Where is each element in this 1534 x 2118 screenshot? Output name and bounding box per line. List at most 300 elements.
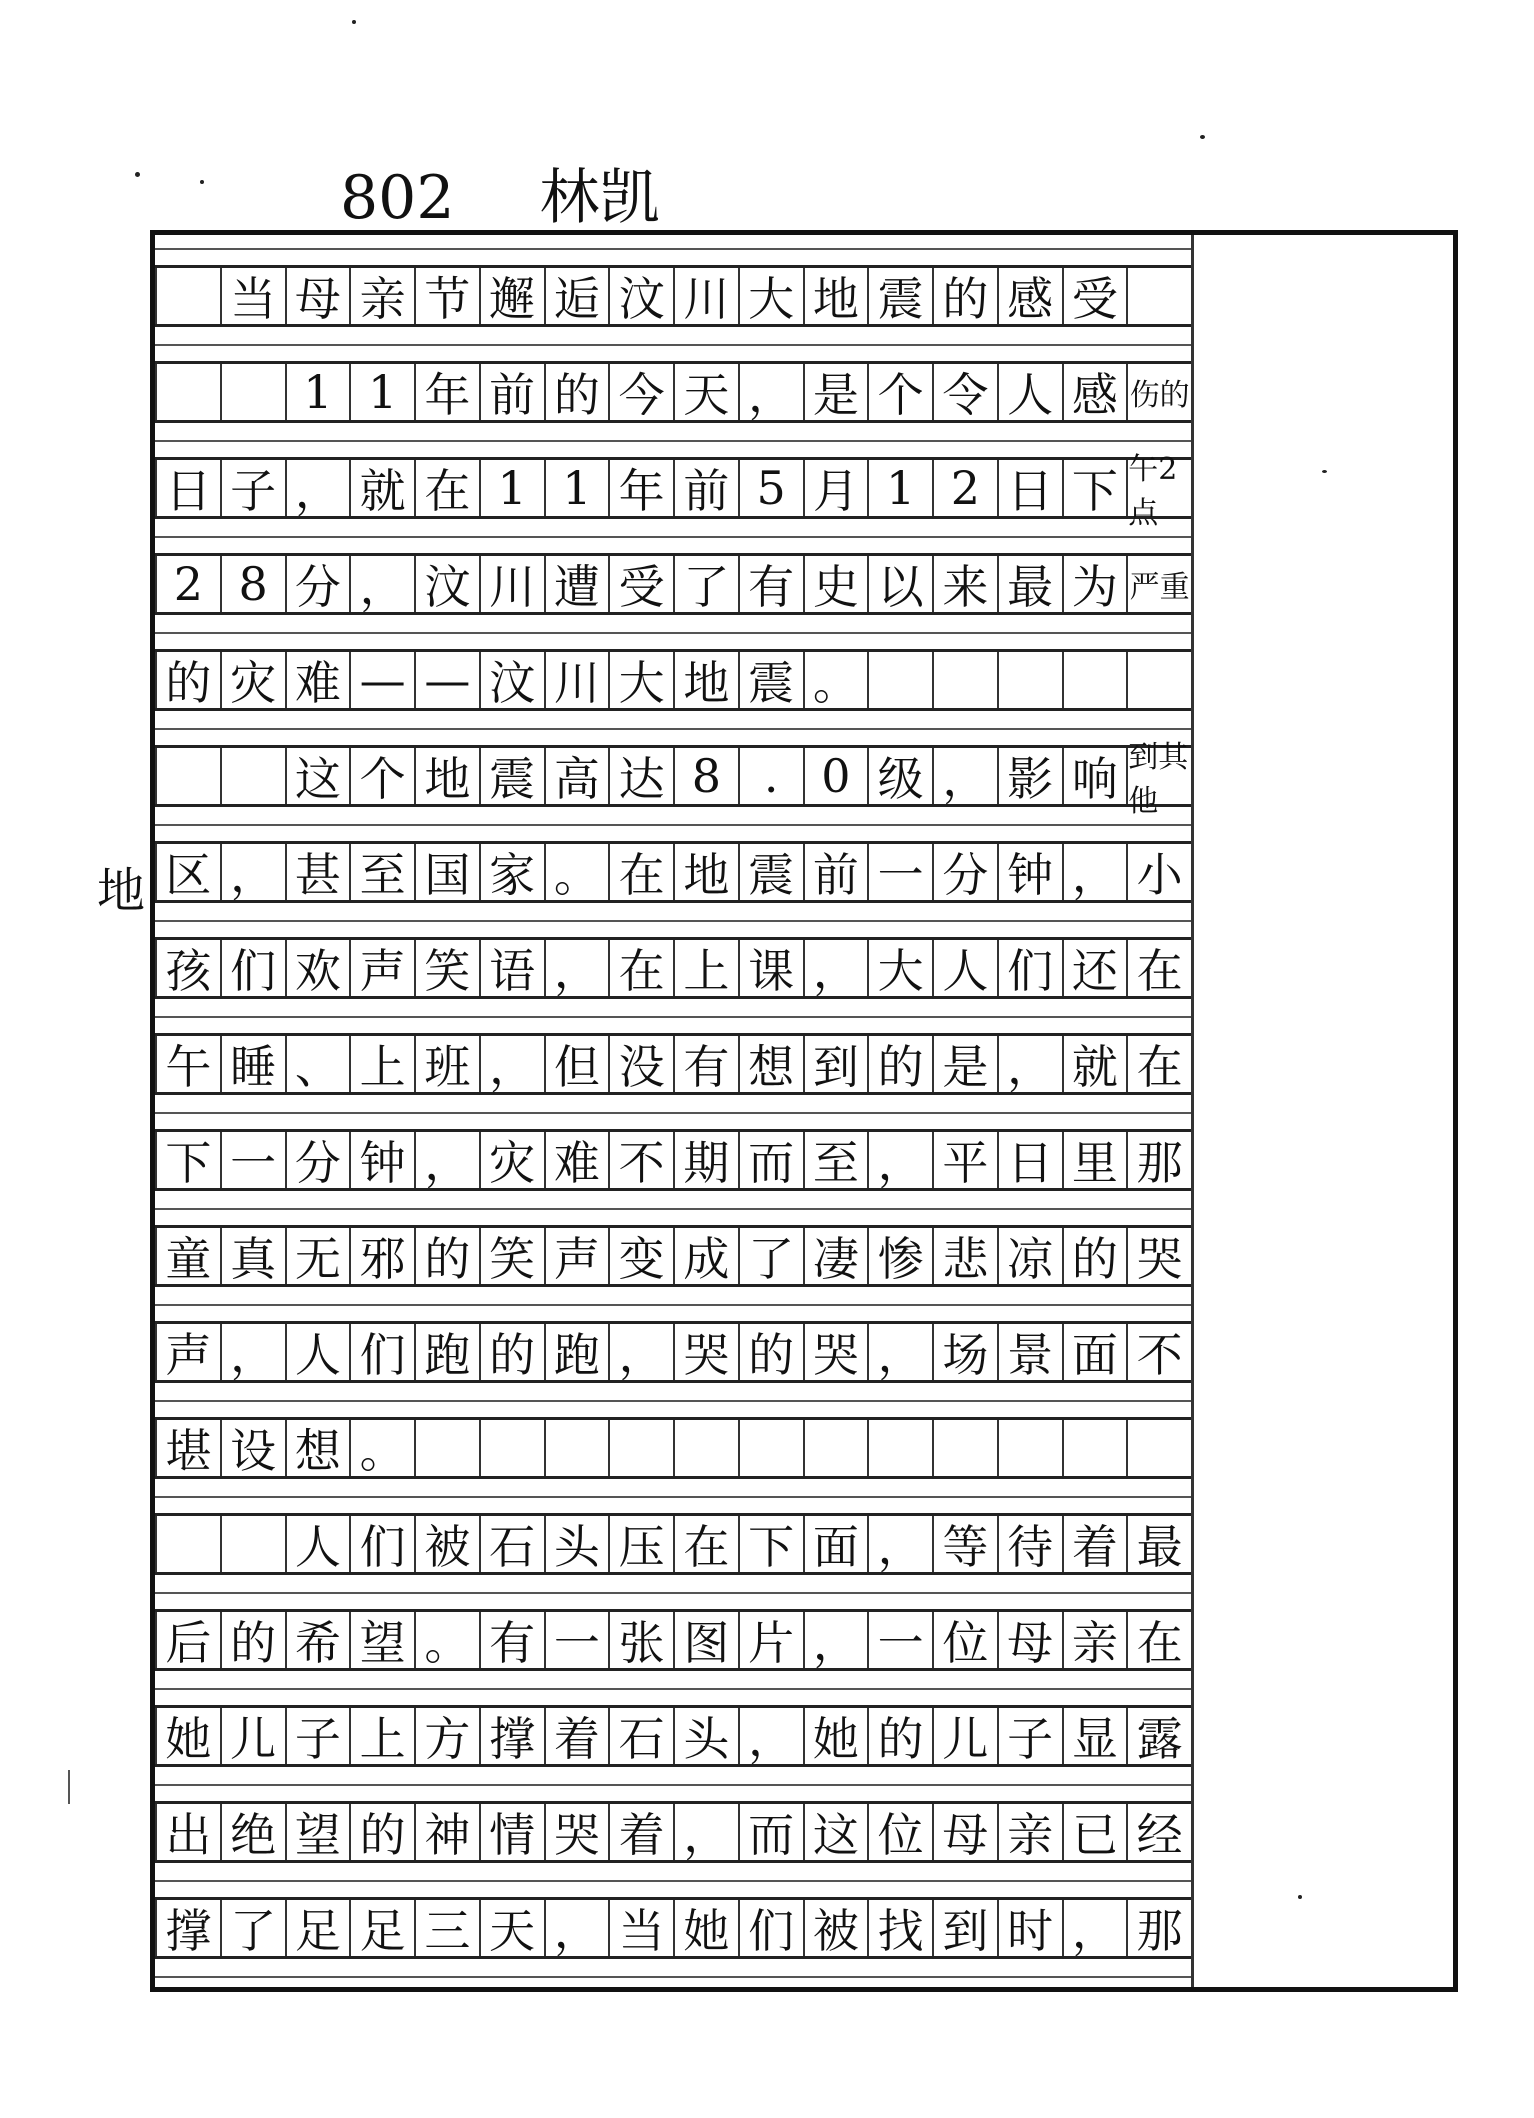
grid-cell: 没 <box>608 1036 673 1092</box>
grid-cell: 班 <box>414 1036 479 1092</box>
grid-cell: 最 <box>997 556 1062 612</box>
grid-cell: 的 <box>932 268 997 324</box>
grid-cell: 一 <box>220 1132 285 1188</box>
row-separator <box>155 536 1191 538</box>
grid-cell: 感 <box>1062 364 1127 420</box>
grid-cell: 的 <box>1062 1228 1127 1284</box>
grid-cell: 天 <box>673 364 738 420</box>
grid-cell: 年 <box>608 460 673 516</box>
grid-cell: 了 <box>673 556 738 612</box>
grid-cell <box>867 652 932 708</box>
grid-cell: 跑 <box>414 1324 479 1380</box>
essay-line <box>155 1897 1191 1959</box>
grid-cell: 甚 <box>285 844 350 900</box>
grid-cell: 童 <box>155 1228 220 1284</box>
grid-cell: 变 <box>608 1228 673 1284</box>
class-number: 802 <box>340 163 455 233</box>
grid-cell: 子 <box>220 460 285 516</box>
grid-cell: ， <box>673 1804 738 1860</box>
grid-cell: 5 <box>738 460 803 516</box>
grid-cell: 逅 <box>544 268 609 324</box>
grid-cell <box>1126 268 1191 324</box>
grid-cell: 最 <box>1126 1516 1191 1572</box>
grid-cell: 震 <box>479 748 544 804</box>
grid-cell: 跑 <box>544 1324 609 1380</box>
grid-cell: 汶 <box>414 556 479 612</box>
row-separator <box>155 1016 1191 1018</box>
grid-cell: 的 <box>349 1804 414 1860</box>
grid-cell: 着 <box>1062 1516 1127 1572</box>
grid-cell: 亲 <box>997 1804 1062 1860</box>
grid-cell: 8 <box>673 748 738 804</box>
grid-cell: 下 <box>738 1516 803 1572</box>
grid-cell: 响 <box>1062 748 1127 804</box>
grid-cell: 分 <box>932 844 997 900</box>
row-separator <box>155 1592 1191 1594</box>
grid-cell: 1 <box>349 364 414 420</box>
essay-line <box>155 1321 1191 1383</box>
grid-cell <box>155 748 220 804</box>
grid-cell: 令 <box>932 364 997 420</box>
grid-cell: 待 <box>997 1516 1062 1572</box>
row-separator <box>155 920 1191 922</box>
essay-line <box>155 1513 1191 1575</box>
grid-cell: 哭 <box>673 1324 738 1380</box>
grid-cell: 2 <box>932 460 997 516</box>
grid-cell: ， <box>414 1132 479 1188</box>
grid-cell: 邪 <box>349 1228 414 1284</box>
grid-cell: 有 <box>738 556 803 612</box>
essay-line <box>155 1801 1191 1863</box>
grid-cell: 1 <box>479 460 544 516</box>
grid-cell: 的 <box>544 364 609 420</box>
grid-cell <box>608 1420 673 1476</box>
grid-cell: 笑 <box>479 1228 544 1284</box>
grid-cell: 大 <box>608 652 673 708</box>
grid-cell <box>738 1420 803 1476</box>
grid-cell: 而 <box>738 1804 803 1860</box>
row-separator <box>155 1112 1191 1114</box>
essay-line <box>155 740 1191 819</box>
grid-cell: 钟 <box>997 844 1062 900</box>
grid-cell <box>997 1420 1062 1476</box>
grid-cell: 上 <box>673 940 738 996</box>
grid-cell: ， <box>867 1132 932 1188</box>
grid-cell <box>155 1516 220 1572</box>
grid-cell: 等 <box>932 1516 997 1572</box>
grid-cell: 里 <box>1062 1132 1127 1188</box>
scan-speck <box>1200 135 1205 139</box>
grid-cell: 的 <box>867 1036 932 1092</box>
essay-line <box>155 361 1191 423</box>
grid-cell: 们 <box>349 1516 414 1572</box>
grid-cell: 们 <box>738 1900 803 1956</box>
grid-cell <box>932 652 997 708</box>
grid-cell: 日 <box>997 460 1062 516</box>
grid-cell: 位 <box>867 1804 932 1860</box>
row-separator <box>155 1976 1191 1978</box>
grid-cell: 在 <box>1126 940 1191 996</box>
grid-cell: 分 <box>285 1132 350 1188</box>
grid-cell: 震 <box>738 652 803 708</box>
grid-cell: 为 <box>1062 556 1127 612</box>
grid-cell: 大 <box>867 940 932 996</box>
row-separator <box>155 248 1191 250</box>
row-separator <box>155 1208 1191 1210</box>
grid-cell: 当 <box>220 268 285 324</box>
grid-cell: 川 <box>479 556 544 612</box>
grid-cell: 人 <box>285 1324 350 1380</box>
grid-cell: 。 <box>803 652 868 708</box>
grid-cell: 地 <box>414 748 479 804</box>
grid-cell: 露 <box>1126 1708 1191 1764</box>
grid-cell: 哭 <box>544 1804 609 1860</box>
grid-cell: ， <box>867 1516 932 1572</box>
grid-cell: 。 <box>544 844 609 900</box>
essay-line <box>155 1033 1191 1095</box>
grid-cell: 绝 <box>220 1804 285 1860</box>
grid-cell: 母 <box>997 1612 1062 1668</box>
grid-cell: 。 <box>349 1420 414 1476</box>
grid-cell: 达 <box>608 748 673 804</box>
grid-cell: 声 <box>349 940 414 996</box>
grid-cell: 个 <box>349 748 414 804</box>
grid-cell: 图 <box>673 1612 738 1668</box>
grid-cell: 严重 <box>1126 556 1191 612</box>
grid-cell: 的 <box>738 1324 803 1380</box>
grid-cell <box>997 652 1062 708</box>
grid-cell: 国 <box>414 844 479 900</box>
grid-cell: 着 <box>544 1708 609 1764</box>
grid-cell: 前 <box>479 364 544 420</box>
grid-cell: 就 <box>1062 1036 1127 1092</box>
grid-cell: 面 <box>1062 1324 1127 1380</box>
grid-cell: 个 <box>867 364 932 420</box>
grid-cell: 日 <box>155 460 220 516</box>
row-separator <box>155 1784 1191 1786</box>
grid-cell: 真 <box>220 1228 285 1284</box>
row-separator <box>155 728 1191 730</box>
grid-cell: ， <box>544 940 609 996</box>
grid-cell: 足 <box>285 1900 350 1956</box>
grid-cell: 在 <box>1126 1036 1191 1092</box>
grid-cell: 的 <box>414 1228 479 1284</box>
grid-cell: 前 <box>673 460 738 516</box>
grid-cell: 一 <box>867 1612 932 1668</box>
grid-cell: 钟 <box>349 1132 414 1188</box>
grid-cell: 母 <box>932 1804 997 1860</box>
grid-cell: 在 <box>1126 1612 1191 1668</box>
grid-cell: ， <box>738 1708 803 1764</box>
grid-cell: 地 <box>673 652 738 708</box>
grid-cell: 孩 <box>155 940 220 996</box>
grid-cell <box>220 364 285 420</box>
grid-cell: 子 <box>997 1708 1062 1764</box>
grid-cell <box>220 748 285 804</box>
grid-cell: ， <box>803 940 868 996</box>
grid-cell: 以 <box>867 556 932 612</box>
grid-cell: 的 <box>220 1612 285 1668</box>
grid-cell <box>932 1420 997 1476</box>
grid-cell: 找 <box>867 1900 932 1956</box>
essay-line <box>155 1129 1191 1191</box>
scan-speck <box>68 1770 70 1804</box>
grid-cell: ， <box>803 1612 868 1668</box>
grid-cell: 汶 <box>608 268 673 324</box>
grid-cell: 她 <box>155 1708 220 1764</box>
grid-cell: 凄 <box>803 1228 868 1284</box>
grid-cell: 邂 <box>479 268 544 324</box>
grid-cell: 足 <box>349 1900 414 1956</box>
grid-cell: 睡 <box>220 1036 285 1092</box>
row-separator <box>155 632 1191 634</box>
grid-cell: 被 <box>803 1900 868 1956</box>
grid-cell: 、 <box>285 1036 350 1092</box>
grid-cell: ， <box>1062 1900 1127 1956</box>
grid-cell: 来 <box>932 556 997 612</box>
essay-line <box>155 841 1191 903</box>
grid-cell: 后 <box>155 1612 220 1668</box>
grid-cell: . <box>738 748 803 804</box>
grid-cell: 经 <box>1126 1804 1191 1860</box>
grid-cell: 位 <box>932 1612 997 1668</box>
row-separator <box>155 1688 1191 1690</box>
grid-cell: 压 <box>608 1516 673 1572</box>
essay-line <box>155 452 1191 531</box>
grid-cell: 凉 <box>997 1228 1062 1284</box>
grid-cell: 感 <box>997 268 1062 324</box>
grid-cell <box>155 364 220 420</box>
grid-cell: 受 <box>608 556 673 612</box>
grid-cell: 不 <box>1126 1324 1191 1380</box>
grid-cell: 景 <box>997 1324 1062 1380</box>
grid-cell: 高 <box>544 748 609 804</box>
scan-speck <box>200 180 204 184</box>
grid-cell: ， <box>479 1036 544 1092</box>
grid-cell: ， <box>867 1324 932 1380</box>
grid-cell: 在 <box>673 1516 738 1572</box>
grid-cell: 有 <box>479 1612 544 1668</box>
grid-cell: 课 <box>738 940 803 996</box>
grid-cell: 午2点 <box>1126 460 1191 516</box>
grid-cell: 们 <box>997 940 1062 996</box>
grid-cell: 下 <box>1062 460 1127 516</box>
grid-cell: 时 <box>997 1900 1062 1956</box>
essay-line <box>155 649 1191 711</box>
grid-cell: 至 <box>803 1132 868 1188</box>
grid-cell <box>673 1420 738 1476</box>
grid-cell: 头 <box>544 1516 609 1572</box>
grid-cell: 已 <box>1062 1804 1127 1860</box>
grid-cell: 惨 <box>867 1228 932 1284</box>
grid-cell: 堪 <box>155 1420 220 1476</box>
grid-cell: 灾 <box>479 1132 544 1188</box>
grid-cell: 但 <box>544 1036 609 1092</box>
title-row <box>155 265 1191 327</box>
grid-cell: 上 <box>349 1036 414 1092</box>
grid-cell: ， <box>997 1036 1062 1092</box>
grid-cell: 到 <box>803 1036 868 1092</box>
grid-cell: 级 <box>867 748 932 804</box>
grid-cell: 希 <box>285 1612 350 1668</box>
grid-cell: 震 <box>867 268 932 324</box>
grid-cell: 到其他 <box>1126 748 1191 804</box>
grid-cell: 在 <box>608 940 673 996</box>
grid-cell: 的 <box>867 1708 932 1764</box>
grid-cell: 月 <box>803 460 868 516</box>
grid-cell: 这 <box>285 748 350 804</box>
row-separator <box>155 344 1191 346</box>
grid-cell: 悲 <box>932 1228 997 1284</box>
row-separator <box>155 1496 1191 1498</box>
grid-cell <box>1062 1420 1127 1476</box>
grid-cell: 年 <box>414 364 479 420</box>
grid-cell: 张 <box>608 1612 673 1668</box>
grid-cell: 天 <box>479 1900 544 1956</box>
row-separator <box>155 440 1191 442</box>
grid-cell: 小 <box>1126 844 1191 900</box>
grid-cell: 川 <box>673 268 738 324</box>
grid-cell: 史 <box>803 556 868 612</box>
grid-cell: 今 <box>608 364 673 420</box>
grid-cell: 家 <box>479 844 544 900</box>
grid-cell: 撑 <box>155 1900 220 1956</box>
grid-cell: ， <box>932 748 997 804</box>
grid-cell <box>155 268 220 324</box>
grid-cell: 头 <box>673 1708 738 1764</box>
scan-speck <box>135 172 140 177</box>
grid-cell: 前 <box>803 844 868 900</box>
grid-cell: 哭 <box>1126 1228 1191 1284</box>
grid-cell: 了 <box>220 1900 285 1956</box>
essay-line <box>155 1609 1191 1671</box>
grid-cell: 还 <box>1062 940 1127 996</box>
grid-cell: 上 <box>349 1708 414 1764</box>
grid-cell: 哭 <box>803 1324 868 1380</box>
grid-cell: 望 <box>349 1612 414 1668</box>
grid-cell <box>803 1420 868 1476</box>
grid-cell: 0 <box>803 748 868 804</box>
grid-cell: 期 <box>673 1132 738 1188</box>
grid-cell: 灾 <box>220 652 285 708</box>
composition-grid <box>155 235 1194 1987</box>
grid-cell: 出 <box>155 1804 220 1860</box>
grid-cell: 有 <box>673 1036 738 1092</box>
grid-cell: 分 <box>285 556 350 612</box>
grid-cell: 想 <box>285 1420 350 1476</box>
grid-cell: 方 <box>414 1708 479 1764</box>
grid-cell: 她 <box>673 1900 738 1956</box>
grid-cell: ， <box>349 556 414 612</box>
grid-cell: ， <box>738 364 803 420</box>
grid-cell: — <box>414 652 479 708</box>
grid-cell: 亲 <box>1062 1612 1127 1668</box>
grid-cell: 区 <box>155 844 220 900</box>
grid-cell: 影 <box>997 748 1062 804</box>
grid-cell: 母 <box>285 268 350 324</box>
grid-cell: 神 <box>414 1804 479 1860</box>
grid-cell: 人 <box>285 1516 350 1572</box>
grid-cell: 撑 <box>479 1708 544 1764</box>
grid-cell: 这 <box>803 1804 868 1860</box>
grid-cell: 儿 <box>220 1708 285 1764</box>
grid-cell: 场 <box>932 1324 997 1380</box>
grid-cell: 情 <box>479 1804 544 1860</box>
grid-cell: 着 <box>608 1804 673 1860</box>
grid-cell: 大 <box>738 268 803 324</box>
grid-cell: 8 <box>220 556 285 612</box>
grid-cell: 在 <box>414 460 479 516</box>
grid-cell: 在 <box>608 844 673 900</box>
grid-cell: 欢 <box>285 940 350 996</box>
essay-line <box>155 1225 1191 1287</box>
grid-cell: 是 <box>932 1036 997 1092</box>
grid-cell: 声 <box>155 1324 220 1380</box>
grid-cell: 难 <box>285 652 350 708</box>
grid-cell: 震 <box>738 844 803 900</box>
essay-line <box>155 937 1191 999</box>
grid-cell: ， <box>608 1324 673 1380</box>
essay-line <box>155 553 1191 615</box>
grid-cell: 三 <box>414 1900 479 1956</box>
grid-cell <box>544 1420 609 1476</box>
grid-cell: 亲 <box>349 268 414 324</box>
grid-cell: ， <box>220 844 285 900</box>
grid-cell <box>479 1420 544 1476</box>
grid-cell: 。 <box>414 1612 479 1668</box>
grid-cell: 那 <box>1126 1132 1191 1188</box>
grid-cell: 是 <box>803 364 868 420</box>
grid-cell: 川 <box>544 652 609 708</box>
grid-cell: 那 <box>1126 1900 1191 1956</box>
grid-cell: 她 <box>803 1708 868 1764</box>
grid-cell: 1 <box>867 460 932 516</box>
grid-cell: 石 <box>479 1516 544 1572</box>
grid-cell: 当 <box>608 1900 673 1956</box>
grid-cell: 地 <box>673 844 738 900</box>
row-separator <box>155 1880 1191 1882</box>
grid-cell: 人 <box>997 364 1062 420</box>
grid-cell: 设 <box>220 1420 285 1476</box>
student-name: 林凯 <box>539 163 660 233</box>
grid-cell: 儿 <box>932 1708 997 1764</box>
page-header <box>340 150 660 236</box>
grid-cell: 们 <box>220 940 285 996</box>
grid-cell: 人 <box>932 940 997 996</box>
grid-cell: 声 <box>544 1228 609 1284</box>
grid-cell: 想 <box>738 1036 803 1092</box>
essay-line <box>155 1705 1191 1767</box>
grid-cell: 成 <box>673 1228 738 1284</box>
grid-cell: 而 <box>738 1132 803 1188</box>
grid-cell: ， <box>285 460 350 516</box>
grid-cell: 2 <box>155 556 220 612</box>
grid-cell: 一 <box>544 1612 609 1668</box>
grid-cell: — <box>349 652 414 708</box>
grid-cell <box>867 1420 932 1476</box>
grid-cell: 一 <box>867 844 932 900</box>
grid-cell: 1 <box>544 460 609 516</box>
grid-cell: 了 <box>738 1228 803 1284</box>
grid-cell: 子 <box>285 1708 350 1764</box>
grid-cell: 语 <box>479 940 544 996</box>
grid-cell <box>414 1420 479 1476</box>
grid-cell: 汶 <box>479 652 544 708</box>
grid-cell: 不 <box>608 1132 673 1188</box>
grid-cell: 片 <box>738 1612 803 1668</box>
grid-cell: 下 <box>155 1132 220 1188</box>
scan-speck <box>352 20 356 24</box>
